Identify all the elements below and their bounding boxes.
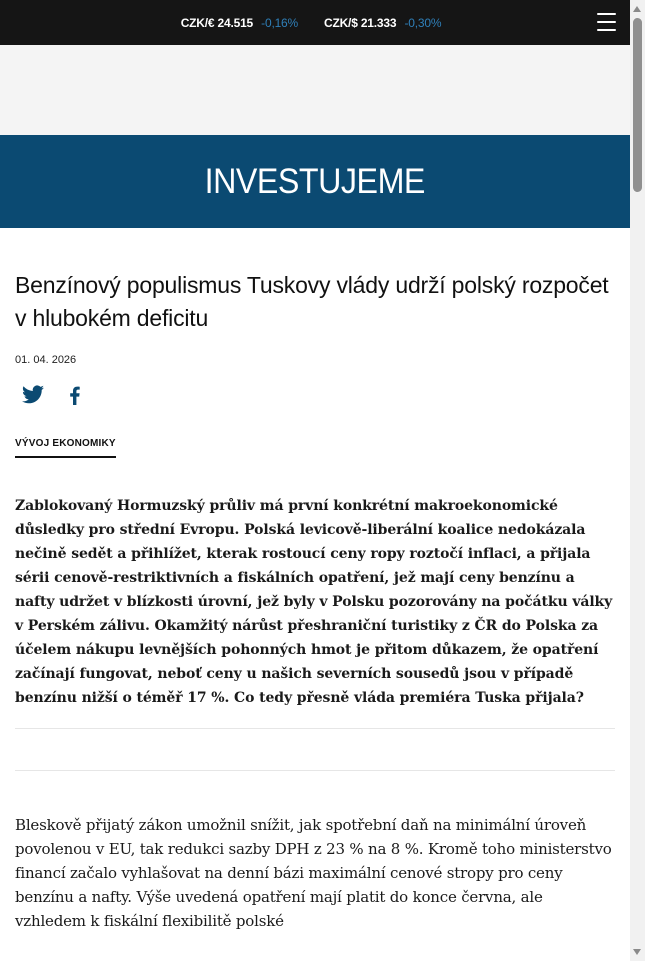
ticker-value: 24.515: [217, 15, 254, 30]
scroll-down-icon[interactable]: [633, 949, 641, 955]
facebook-icon[interactable]: [63, 383, 87, 407]
twitter-icon[interactable]: [21, 383, 45, 407]
ticker-label: CZK/$: [324, 15, 358, 30]
ad-placeholder: [0, 45, 630, 135]
divider: [15, 770, 615, 771]
category-tag[interactable]: VÝVOJ EKONOMIKY: [15, 438, 116, 458]
share-buttons: [15, 383, 615, 407]
ticker-item-eur[interactable]: [181, 16, 298, 30]
article-date: 01. 04. 2026: [15, 354, 77, 366]
ticker-change: -0,16%: [261, 15, 298, 30]
ticker-change: -0,30%: [404, 15, 442, 30]
ticker-item-usd[interactable]: [324, 16, 441, 30]
currency-ticker: [0, 0, 630, 45]
brand-header: [0, 135, 630, 228]
scrollbar[interactable]: [630, 0, 645, 961]
article-title: Benzínový populismus Tuskovy vlády udrží polský rozpočet v hlubokém deficitu: [15, 272, 609, 331]
article-perex: Zablokovaný Hormuzský průliv má první konkrétní makroekonomické důsledky pro střední Evropu. Polská levicově-liberální koalice nedokázala nečině sedět a přihlížet, kterak rostoucí ceny ropy roztočí inflaci, a přijala sérii cenově-restriktivních a fiskálních opatření, jež mají ceny benzínu a nafty udržet v blízkosti úrovní, jež byly v Polsku pozorovány na počátku války v Perském zálivu. Okamžitý nárůst přeshraniční turistiky z ČR do Polska za účelem nákupu levnějších pohonných hmot je přitom důkazem, že opatření začínají fungovat, neboť ceny u našich severních sousedů jsou v případě benzínu nižší o téměř 17 %. Co tedy přesně vláda premiéra Tuska přijala?: [15, 494, 615, 729]
article-body: Bleskově přijatý zákon umožnil snížit, jak spotřební daň na minimální úroveň povolenou v EU, tak redukci sazby DPH z 23 % na 8 %. Kromě toho ministerstvo financí začalo vyhlašovat na denní bázi maximální cenové stropy pro ceny benzínu a nafty. Výše uvedená opatření mají platit do konce června, ale vzhledem k fiskální flexibilitě polské: [15, 816, 612, 930]
article: [0, 269, 630, 933]
scroll-thumb[interactable]: [633, 18, 642, 192]
hamburger-menu-icon[interactable]: [597, 13, 616, 31]
ticker-value: 21.333: [360, 15, 397, 30]
ticker-label: CZK/€: [180, 15, 215, 30]
brand-logo[interactable]: INVESTUJEME: [204, 161, 426, 201]
scroll-up-icon[interactable]: [633, 6, 641, 12]
